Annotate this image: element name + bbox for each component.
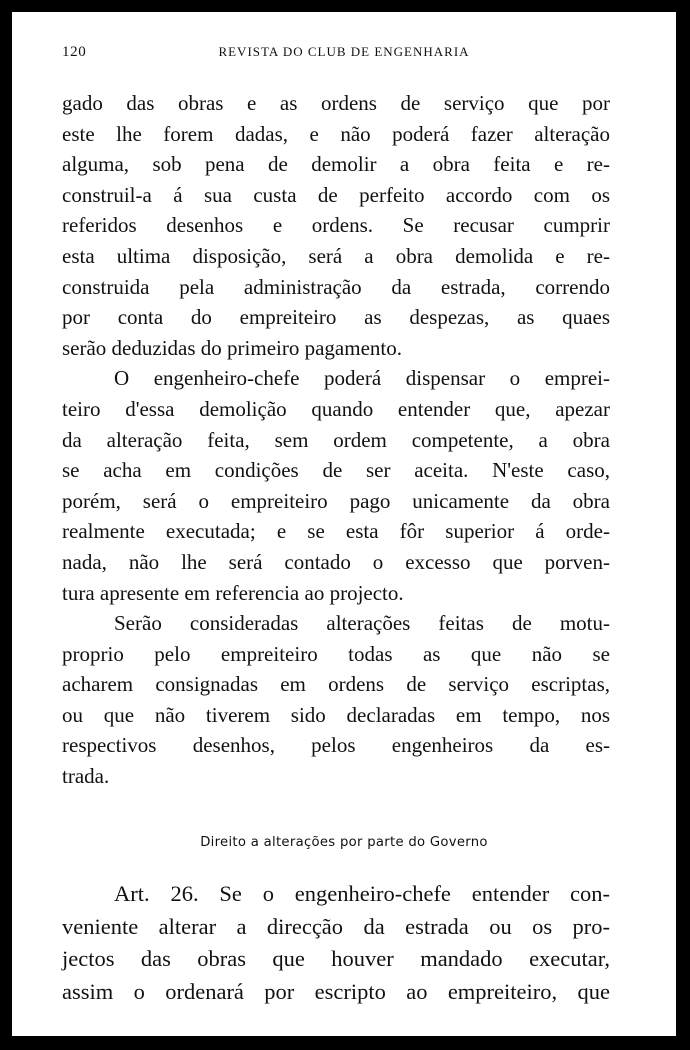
text-line: acharem consignadas em ordens de serviço escriptas, [62,672,610,697]
text-line: O engenheiro-chefe poderá dispensar o emprei- [114,366,610,391]
article-text [62,878,610,1008]
text-line: ou que não tiverem sido declaradas em tempo, nos [62,702,610,727]
text-line: referidos desenhos e ordens. Se recusar cumprir [62,213,610,238]
text-line: realmente executada; e se esta fôr superior á orde- [62,519,610,544]
text-line: teiro d'essa demolição quando entender que, apezar [62,396,610,421]
section-heading: Direito a alterações por parte do Governo [200,835,488,850]
text-line: assim o ordenará por escripto ao empreiteiro, que [62,978,610,1004]
body-text [62,88,610,792]
text-line: alguma, sob pena de demolir a obra feita e re- [62,152,610,177]
text-line: jectos das obras que houver mandado executar, [62,946,610,971]
text-line: serão deduzidas do primeiro pagamento. [62,335,402,360]
text-line: por conta do empreiteiro as despezas, as quaes [62,305,610,330]
book-page [12,12,676,1036]
text-line: esta ultima disposição, será a obra demolida e re- [62,243,610,268]
running-head [62,44,626,64]
text-line: construil-a á sua custa de perfeito accordo com os [62,182,610,207]
text-line: respectivos desenhos, pelos engenheiros da es- [62,733,610,758]
page-number: 120 [62,44,87,60]
text-line: porém, será o empreiteiro pago unicamente da obra [62,488,610,513]
text-line: proprio pelo empreiteiro todas as que não se [62,641,610,666]
text-line: nada, não lhe será contado o excesso que porven- [62,549,610,574]
text-line: da alteração feita, sem ordem competente, a obra [62,427,610,452]
text-line: gado das obras e as ordens de serviço que por [62,91,610,115]
journal-title: REVISTA DO CLUB DE ENGENHARIA [218,44,470,59]
text-line: Art. 26. Se o engenheiro-chefe entender con- [114,881,610,906]
text-line: construida pela administração da estrada, correndo [62,274,610,299]
text-line: veniente alterar a direcção da estrada ou os pro- [62,913,610,939]
text-line: tura apresente em referencia ao projecto. [62,580,404,605]
text-line: Serão consideradas alterações feitas de motu- [114,611,610,636]
text-line: se acha em condições de ser aceita. N'este caso, [62,458,610,483]
text-line: este lhe forem dadas, e não poderá fazer alteração [62,121,610,146]
text-line: trada. [62,764,110,789]
